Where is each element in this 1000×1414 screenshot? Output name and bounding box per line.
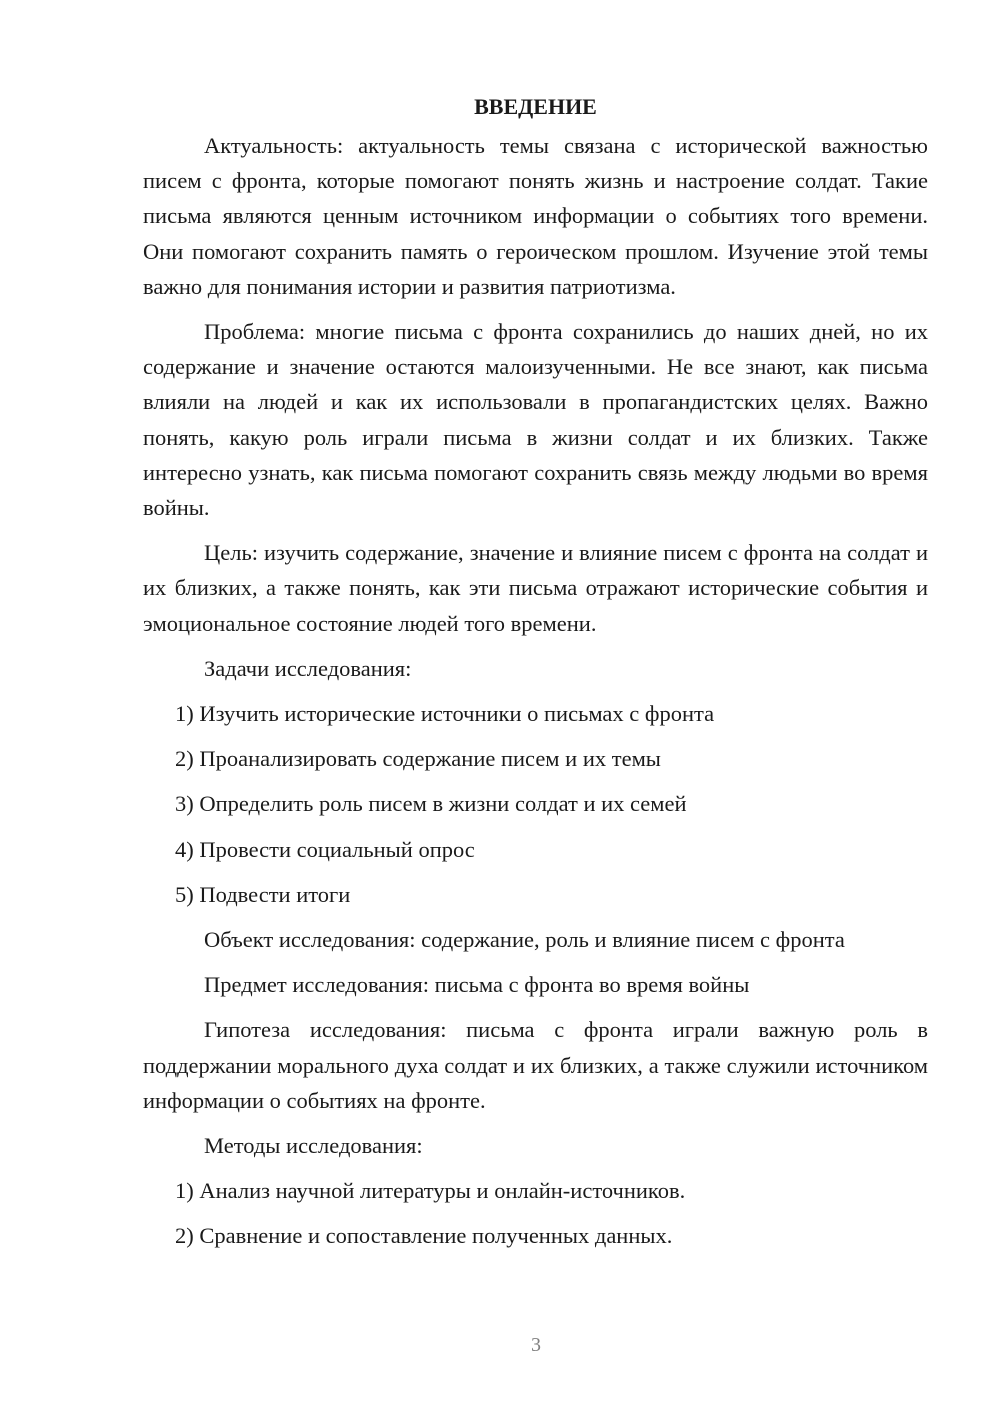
page-content: [143, 92, 928, 1264]
problem-paragraph: Проблема: многие письма с фронта сохранились до наших дней, но их содержание и значение остаются малоизученными. Не все знают, как письма влияли на людей и как их использовали в пропагандистских целях. Важно понять, какую роль играли письма в жизни солдат и их близких. Также интересно узнать, как письма помогают сохранить связь между людьми во время войны.: [143, 319, 928, 521]
goal-paragraph: Цель: изучить содержание, значение и влияние писем с фронта на солдат и их близких, а также понять, как эти письма отражают исторические события и эмоциональное состояние людей того времени.: [143, 540, 928, 636]
task-item-1: 1) Изучить исторические источники о письмах с фронта: [175, 701, 715, 727]
methods-title: Методы исследования:: [204, 1133, 423, 1159]
object-line: Объект исследования: содержание, роль и влияние писем с фронта: [204, 927, 845, 953]
section-heading: ВВЕДЕНИЕ: [474, 94, 597, 119]
task-item-5: 5) Подвести итоги: [175, 881, 351, 907]
task-item-4: 4) Провести социальный опрос: [175, 836, 475, 862]
tasks-title: Задачи исследования:: [204, 655, 412, 681]
task-item-3: 3) Определить роль писем в жизни солдат и их семей: [175, 791, 687, 817]
method-item-1: 1) Анализ научной литературы и онлайн-источников.: [175, 1178, 686, 1204]
hypothesis-paragraph: Гипотеза исследования: письма с фронта играли важную роль в поддержании морального духа солдат и их близких, а также служили источником информации о событиях на фронте.: [143, 1017, 928, 1113]
method-item-2: 2) Сравнение и сопоставление полученных данных.: [175, 1223, 673, 1249]
task-item-2: 2) Проанализировать содержание писем и их темы: [175, 746, 661, 772]
subject-line: Предмет исследования: письма с фронта во время войны: [204, 972, 750, 998]
relevance-paragraph: Актуальность: актуальность темы связана с исторической важностью писем с фронта, которые помогают понять жизнь и настроение солдат. Такие письма являются ценным источником информации о событиях того времени. Они помогают сохранить память о героическом прошлом. Изучение этой темы важно для понимания истории и развития патриотизма.: [143, 133, 928, 299]
page-number: 3: [531, 1334, 541, 1356]
